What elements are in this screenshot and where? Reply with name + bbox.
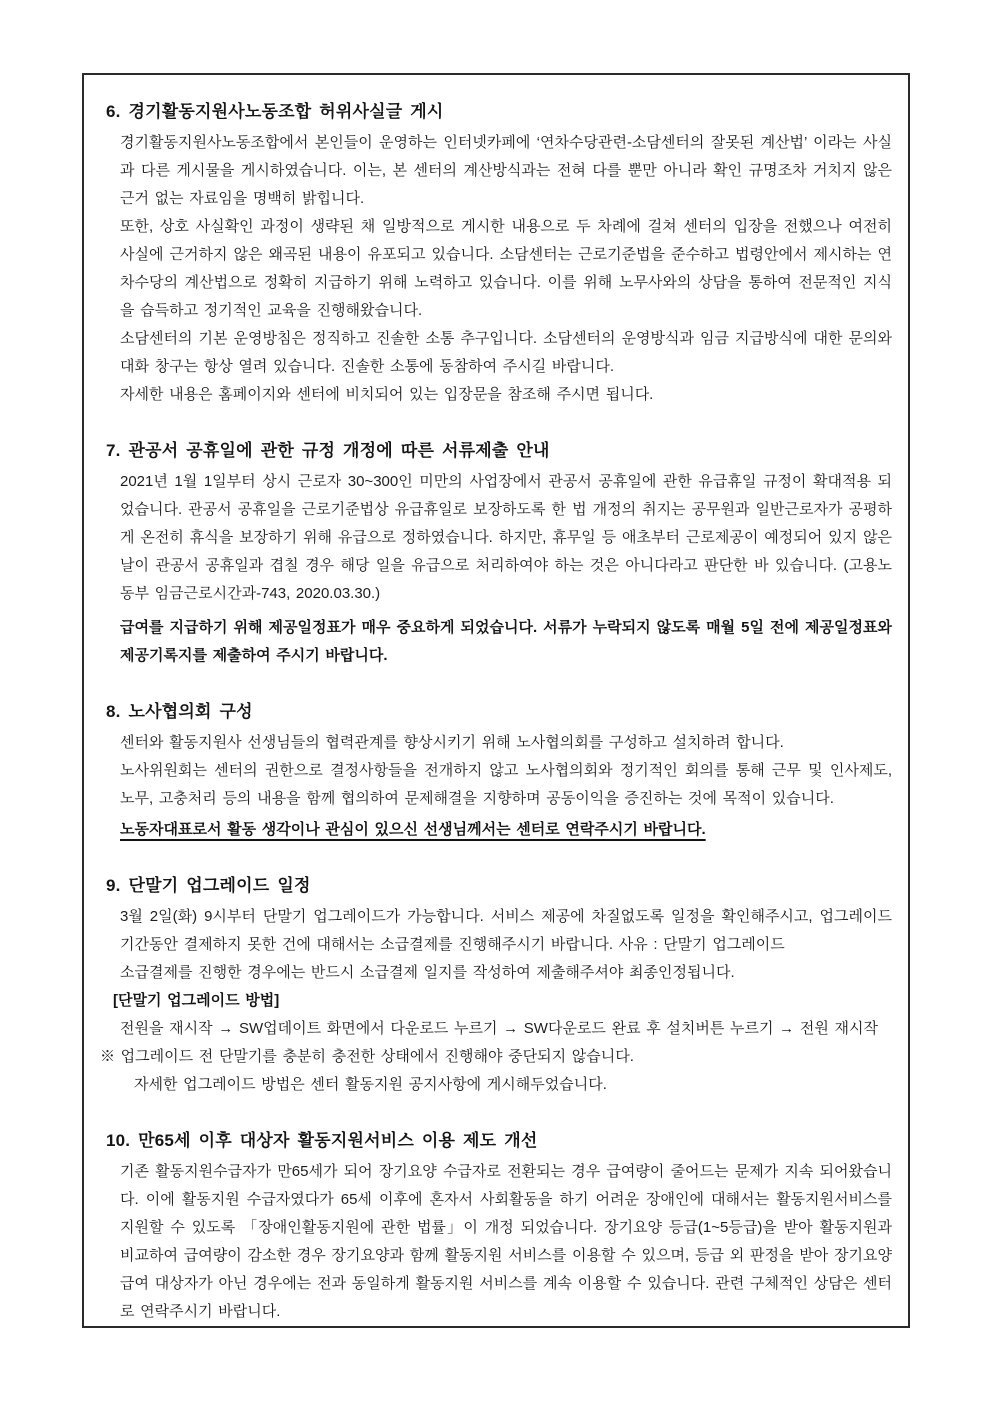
section-9 (100, 871, 896, 1099)
section-heading: 7. 관공서 공휴일에 관한 규정 개정에 따른 서류제출 안내 (106, 441, 550, 460)
footnote: ※ 업그레이드 전 단말기를 충분히 충전한 상태에서 진행해야 중단되지 않습니다. (100, 1048, 634, 1065)
footnote-detail: 자세한 업그레이드 방법은 센터 활동지원 공지사항에 게시해두었습니다. (134, 1076, 607, 1093)
sections-container (100, 97, 896, 1326)
upgrade-steps: 전원을 재시작 → SW업데이트 화면에서 다운로드 누르기 → SW다운로드 완료 후 설치버튼 누르기 → 전원 재시작 (120, 1020, 878, 1037)
section-6 (106, 97, 896, 409)
section-10 (106, 1126, 896, 1326)
upgrade-method-label: [단말기 업그레이드 방법] (113, 992, 280, 1009)
section-heading: 6. 경기활동지원사노동조합 허위사실글 게시 (106, 102, 444, 121)
paragraph: 기존 활동지원수급자가 만65세가 되어 장기요양 수급자로 전환되는 경우 급여량이 줄어드는 문제가 지속 되어왔습니다. 이에 활동지원 수급자였다가 65세 이후에 혼자서 사회활동을 하기 어려운 장애인에 대해서는 활동지원서비스를 지원할 수 있도록 「장애인활동지원에 관한 법률」이 개정 되었습니다. 장기요양 등급(1~5등급)을 받아 활동지원과 비교하여 급여량이 감소한 경우 장기요양과 함께 활동지원 서비스를 이용할 수 있으며, 등급 외 판정을 받아 장기요양급여 대상자가 아닌 경우에는 전과 동일하게 활동지원 서비스를 계속 이용할 수 있습니다. 관련 구체적인 상담은 센터로 연락주시기 바랍니다. (120, 1163, 892, 1320)
paragraph: 또한, 상호 사실확인 과정이 생략된 채 일방적으로 게시한 내용으로 두 차례에 걸쳐 센터의 입장을 전했으나 여전히 사실에 근거하지 않은 왜곡된 내용이 유포되고 있습니다. 소담센터는 근로기준법을 준수하고 법령안에서 제시하는 연차수당의 계산법으로 정확히 지급하기 위해 노력하고 있습니다. 이를 위해 노무사와의 상담을 통하여 전문적인 지식을 습득하고 정기적인 교육을 진행해왔습니다. (120, 218, 892, 319)
section-heading: 9. 단말기 업그레이드 일정 (106, 876, 311, 895)
section-8 (106, 697, 896, 844)
paragraph: 노사위원회는 센터의 권한으로 결정사항들을 전개하지 않고 노사협의회와 정기적인 회의를 통해 근무 및 인사제도, 노무, 고충처리 등의 내용을 함께 협의하여 문제해결을 지향하며 공동이익을 증진하는 것에 목적이 있습니다. (120, 762, 892, 807)
paragraph: 경기활동지원사노동조합에서 본인들이 운영하는 인터넷카페에 ‘연차수당관련-소담센터의 잘못된 계산법’ 이라는 사실과 다른 게시물을 게시하였습니다. 이는, 본 센터의 계산방식과는 전혀 다를 뿐만 아니라 확인 규명조차 거치지 않은 근거 없는 자료임을 명백히 밝힙니다. (120, 134, 892, 207)
paragraph: 2021년 1월 1일부터 상시 근로자 30~300인 미만의 사업장에서 관공서 공휴일에 관한 유급휴일 규정이 확대적용 되었습니다. 관공서 공휴일을 근로기준법상 유급휴일로 보장하도록 한 법 개정의 취지는 공무원과 일반근로자가 공평하게 온전히 휴식을 보장하기 위해 유급으로 정하였습니다. 하지만, 휴무일 등 애초부터 근로제공이 예정되어 있지 않은 날이 관공서 공휴일과 겹칠 경우 해당 일을 유급으로 처리하여야 하는 것은 아니다라고 판단한 바 있습니다. (고용노동부 임금근로시간과-743, 2020.03.30.) (120, 473, 892, 602)
paragraph: 소담센터의 기본 운영방침은 정직하고 진솔한 소통 추구입니다. 소담센터의 운영방식과 임금 지급방식에 대한 문의와 대화 창구는 항상 열려 있습니다. 진솔한 소통에 동참하여 주시길 바랍니다. (120, 330, 892, 375)
section-heading: 10. 만65세 이후 대상자 활동지원서비스 이용 제도 개선 (106, 1131, 538, 1150)
paragraph-emphasis-underlined: 노동자대표로서 활동 생각이나 관심이 있으신 선생님께서는 센터로 연락주시기 바랍니다. (120, 821, 706, 838)
document-border-box (82, 73, 910, 1328)
section-7 (106, 436, 896, 670)
paragraph: 소급결제를 진행한 경우에는 반드시 소급결제 일지를 작성하여 제출해주셔야 최종인정됩니다. (120, 964, 735, 981)
paragraph: 자세한 내용은 홈페이지와 센터에 비치되어 있는 입장문을 참조해 주시면 됩니다. (120, 386, 654, 403)
paragraph-emphasis: 급여를 지급하기 위해 제공일정표가 매우 중요하게 되었습니다. 서류가 누락되지 않도록 매월 5일 전에 제공일정표와 제공기록지를 제출하여 주시기 바랍니다. (120, 619, 892, 664)
paragraph: 3월 2일(화) 9시부터 단말기 업그레이드가 가능합니다. 서비스 제공에 차질없도록 일정을 확인해주시고, 업그레이드 기간동안 결제하지 못한 건에 대해서는 소급결제를 진행해주시기 바랍니다. 사유 : 단말기 업그레이드 (120, 908, 892, 953)
paragraph: 센터와 활동지원사 선생님들의 협력관계를 향상시키기 위해 노사협의회를 구성하고 설치하려 합니다. (120, 734, 784, 751)
section-heading: 8. 노사협의회 구성 (106, 702, 253, 721)
